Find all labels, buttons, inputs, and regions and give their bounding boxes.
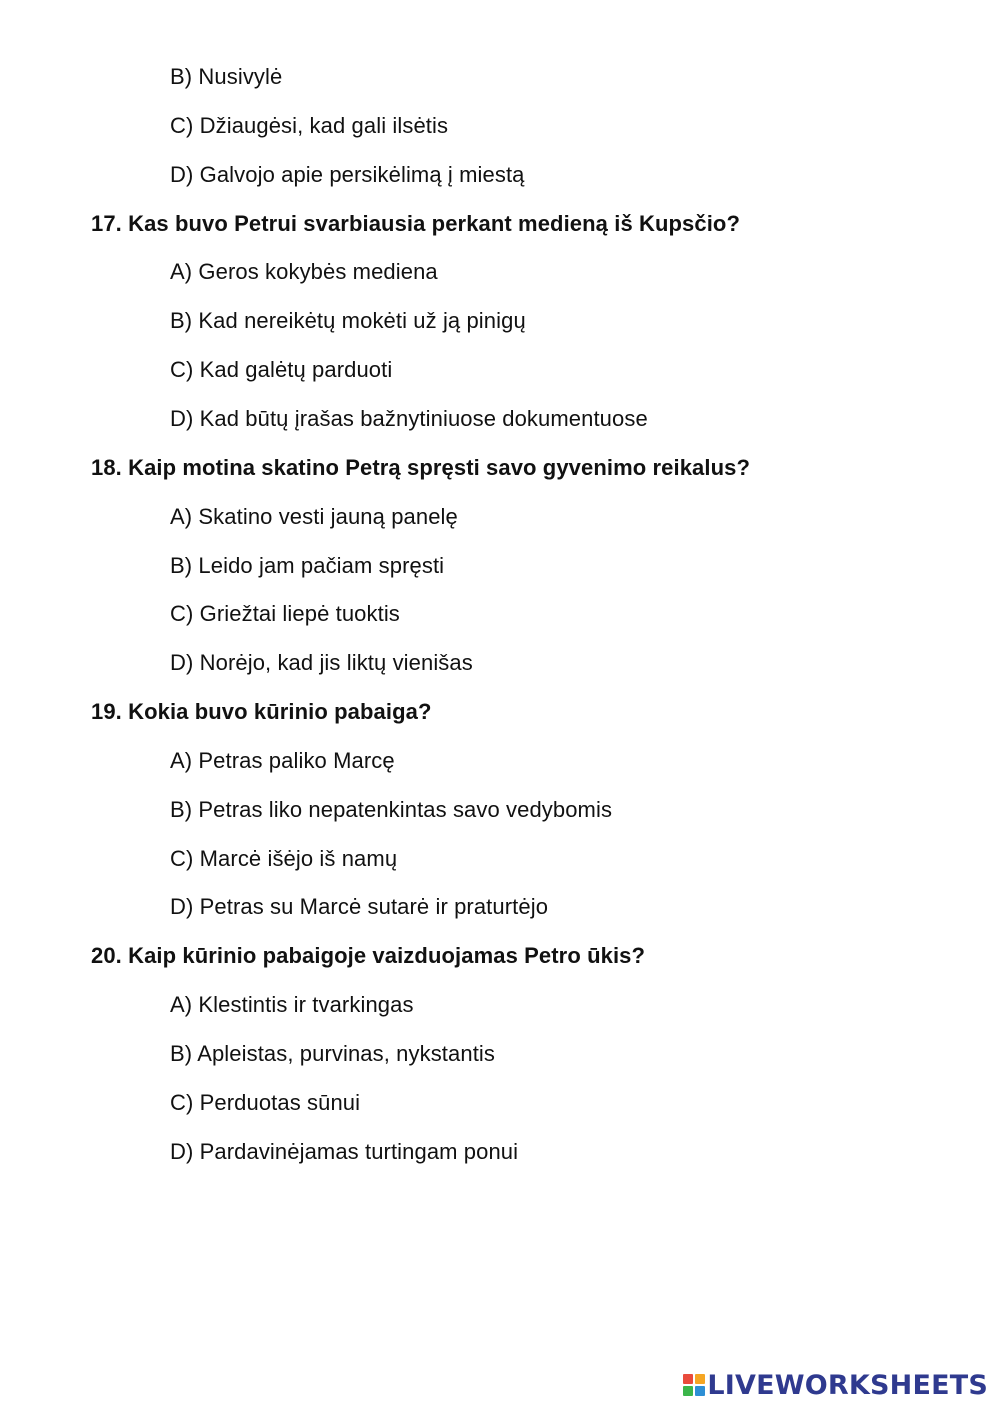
logo-text: LIVEWORKSHEETS	[707, 1369, 988, 1401]
answer-option: B) Apleistas, purvinas, nykstantis	[170, 1041, 495, 1066]
logo-mark-square	[683, 1374, 693, 1384]
answer-option: A) Klestintis ir tvarkingas	[170, 992, 414, 1017]
question-20: 20. Kaip kūrinio pabaigoje vaizduojamas Petro ūkis?	[91, 943, 646, 968]
answer-option: A) Geros kokybės mediena	[170, 259, 438, 284]
answer-option: B) Leido jam pačiam spręsti	[170, 553, 445, 578]
answer-option: C) Griežtai liepė tuoktis	[170, 601, 400, 626]
question-17: 17. Kas buvo Petrui svarbiausia perkant medieną iš Kupsčio?	[91, 211, 741, 236]
liveworksheets-logo[interactable]	[683, 1368, 988, 1402]
answer-option: B) Petras liko nepatenkintas savo vedybomis	[170, 797, 613, 822]
answer-option: B) Nusivylė	[170, 64, 283, 89]
answer-option: C) Marcė išėjo iš namų	[170, 846, 398, 871]
answer-option: D) Petras su Marcė sutarė ir praturtėjo	[170, 894, 549, 919]
answer-option: C) Džiaugėsi, kad gali ilsėtis	[170, 113, 449, 138]
answer-option: C) Perduotas sūnui	[170, 1090, 361, 1115]
logo-mark-square	[683, 1386, 693, 1396]
answer-option: D) Pardavinėjamas turtingam ponui	[170, 1139, 519, 1164]
answer-option: A) Petras paliko Marcę	[170, 748, 395, 773]
answer-option: D) Kad būtų įrašas bažnytiniuose dokumentuose	[170, 406, 648, 431]
answer-option: C) Kad galėtų parduoti	[170, 357, 393, 382]
logo-mark-square	[695, 1374, 705, 1384]
answer-option: A) Skatino vesti jauną panelę	[170, 504, 458, 529]
answer-option: D) Norėjo, kad jis liktų vienišas	[170, 650, 473, 675]
question-19: 19. Kokia buvo kūrinio pabaiga?	[91, 699, 432, 724]
answer-option: B) Kad nereikėtų mokėti už ją pinigų	[170, 308, 526, 333]
question-18: 18. Kaip motina skatino Petrą spręsti savo gyvenimo reikalus?	[91, 455, 751, 480]
answer-option: D) Galvojo apie persikėlimą į miestą	[170, 162, 525, 187]
logo-mark-square	[695, 1386, 705, 1396]
liveworksheets-logo-icon	[683, 1374, 705, 1396]
